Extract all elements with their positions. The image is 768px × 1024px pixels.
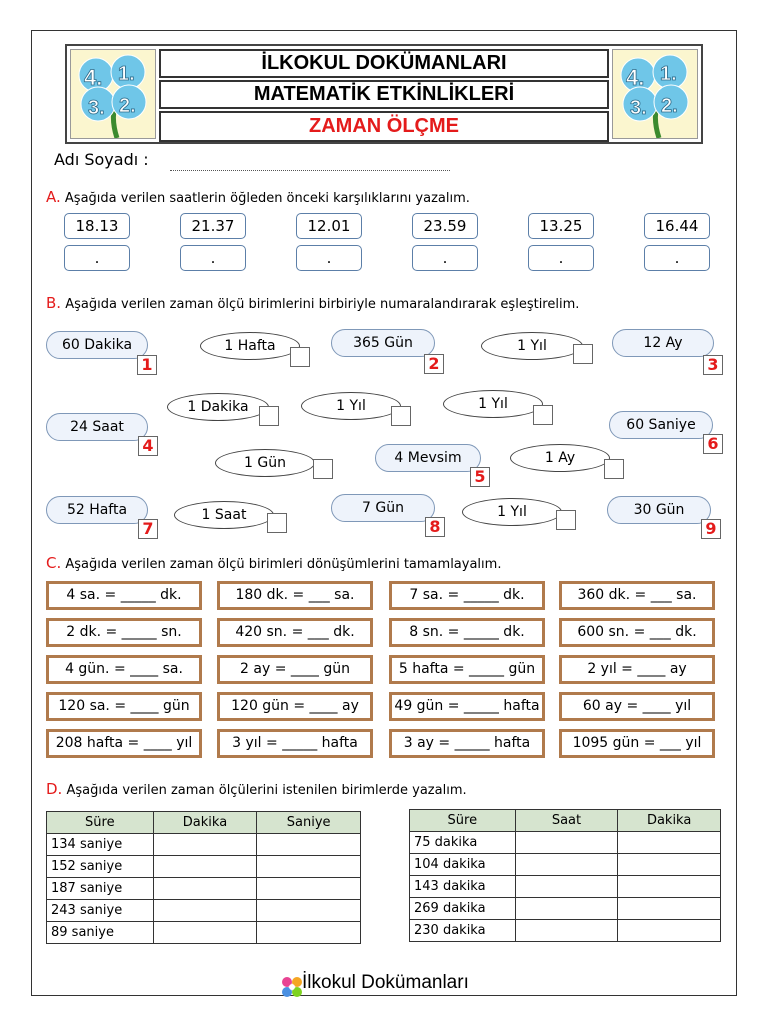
table-header: Saat <box>515 810 618 832</box>
clover-icon <box>613 50 697 138</box>
answer-cell[interactable] <box>515 920 618 942</box>
answer-cell[interactable] <box>153 878 257 900</box>
answer-cell[interactable] <box>153 922 257 944</box>
answer-box[interactable] <box>604 459 624 479</box>
table-cell: 243 saniye <box>47 900 154 922</box>
section-b-text: Aşağıda verilen zaman ölçü birimlerini birbiriyle numaralandırarak eşleştirelim. <box>65 297 580 312</box>
conversion-box[interactable]: 2 ay = ____ gün <box>217 655 373 684</box>
conversion-box[interactable]: 3 yıl = _____ hafta <box>217 729 373 758</box>
pill-365-gun: 365 Gün <box>331 329 435 357</box>
conversion-box[interactable]: 5 hafta = _____ gün <box>389 655 545 684</box>
table-header: Dakika <box>618 810 721 832</box>
answer-box[interactable] <box>573 344 593 364</box>
ellipse-1-hafta: 1 Hafta <box>200 332 300 360</box>
clover-digit-1: 1. <box>118 63 135 85</box>
answer-cell[interactable] <box>153 834 257 856</box>
header-title-1: İLKOKUL DOKÜMANLARI <box>159 49 609 78</box>
conversion-box[interactable]: 2 dk. = _____ sn. <box>46 618 202 647</box>
number-box-1: 1 <box>137 355 157 375</box>
answer-box[interactable] <box>290 347 310 367</box>
answer-cell[interactable] <box>515 898 618 920</box>
number-box-3: 3 <box>703 355 723 375</box>
time-box: 18.13 <box>64 213 130 239</box>
time-box: 23.59 <box>412 213 478 239</box>
table-row <box>410 832 721 854</box>
conversion-box[interactable]: 8 sn. = _____ dk. <box>389 618 545 647</box>
footer-brand: İlkokul Dokümanları <box>302 972 469 993</box>
table-cell: 187 saniye <box>47 878 154 900</box>
conversion-box[interactable]: 60 ay = ____ yıl <box>559 692 715 721</box>
answer-cell[interactable] <box>257 922 361 944</box>
pill-60-dakika: 60 Dakika <box>46 331 148 359</box>
clover-logo-left <box>70 49 156 139</box>
conversion-table-minutes <box>409 809 721 942</box>
table-header: Saniye <box>257 812 361 834</box>
conversion-box[interactable]: 1095 gün = ___ yıl <box>559 729 715 758</box>
conversion-box[interactable]: 3 ay = _____ hafta <box>389 729 545 758</box>
conversion-box[interactable]: 180 dk. = ___ sa. <box>217 581 373 610</box>
section-a-text: Aşağıda verilen saatlerin öğleden önceki karşılıklarını yazalım. <box>64 191 470 206</box>
conversion-box[interactable]: 208 hafta = ____ yıl <box>46 729 202 758</box>
answer-cell[interactable] <box>257 878 361 900</box>
header-title-3: ZAMAN ÖLÇME <box>159 111 609 142</box>
pill-24-saat: 24 Saat <box>46 413 148 441</box>
conversion-box[interactable]: 4 sa. = _____ dk. <box>46 581 202 610</box>
clover-logo-right <box>612 49 698 139</box>
section-b-letter: B. <box>46 294 62 312</box>
clover-digit-3: 3. <box>88 97 105 119</box>
conversion-box[interactable]: 360 dk. = ___ sa. <box>559 581 715 610</box>
clover-digit-1: 1. <box>660 63 677 85</box>
answer-cell[interactable] <box>257 900 361 922</box>
answer-cell[interactable] <box>515 876 618 898</box>
answer-cell[interactable] <box>153 856 257 878</box>
table-row <box>410 876 721 898</box>
pill-4-mevsim: 4 Mevsim <box>375 444 481 472</box>
section-d-letter: D. <box>46 780 63 798</box>
section-a-title <box>46 188 470 206</box>
section-b-title <box>46 294 579 312</box>
table-cell: 143 dakika <box>410 876 516 898</box>
table-cell: 269 dakika <box>410 898 516 920</box>
conversion-box[interactable]: 120 gün = ____ ay <box>217 692 373 721</box>
answer-box[interactable] <box>259 406 279 426</box>
number-box-5: 5 <box>470 467 490 487</box>
table-header: Süre <box>47 812 154 834</box>
answer-box[interactable] <box>556 510 576 530</box>
pill-60-saniye: 60 Saniye <box>609 411 713 439</box>
table-cell: 134 saniye <box>47 834 154 856</box>
table-row <box>47 900 361 922</box>
ellipse-1-yil: 1 Yıl <box>462 498 562 526</box>
conversion-box[interactable]: 2 yıl = ____ ay <box>559 655 715 684</box>
answer-cell[interactable] <box>618 876 721 898</box>
pill-7-gun: 7 Gün <box>331 494 435 522</box>
table-cell: 230 dakika <box>410 920 516 942</box>
table-header: Dakika <box>153 812 257 834</box>
number-box-4: 4 <box>138 436 158 456</box>
section-d-text: Aşağıda verilen zaman ölçülerini istenilen birimlerde yazalım. <box>66 783 467 798</box>
clover-digit-4: 4. <box>84 65 103 90</box>
conversion-box[interactable]: 120 sa. = ____ gün <box>46 692 202 721</box>
conversion-box[interactable]: 7 sa. = _____ dk. <box>389 581 545 610</box>
answer-time-box[interactable]: . <box>64 245 130 271</box>
table-row <box>47 834 361 856</box>
time-box: 13.25 <box>528 213 594 239</box>
ellipse-1-yil: 1 Yıl <box>481 332 583 360</box>
table-row <box>410 898 721 920</box>
pill-30-gun: 30 Gün <box>607 496 711 524</box>
worksheet-header <box>65 44 703 144</box>
answer-time-box[interactable]: . <box>296 245 362 271</box>
clover-digit-2: 2. <box>119 95 136 117</box>
table-row <box>47 878 361 900</box>
table-cell: 104 dakika <box>410 854 516 876</box>
conversion-box[interactable]: 4 gün. = ____ sa. <box>46 655 202 684</box>
table-cell: 75 dakika <box>410 832 516 854</box>
table-row <box>410 854 721 876</box>
time-box: 12.01 <box>296 213 362 239</box>
ellipse-1-yil: 1 Yıl <box>301 392 401 420</box>
conversion-box[interactable]: 600 sn. = ___ dk. <box>559 618 715 647</box>
answer-time-box[interactable]: . <box>528 245 594 271</box>
table-header: Süre <box>410 810 516 832</box>
pill-52-hafta: 52 Hafta <box>46 496 148 524</box>
answer-cell[interactable] <box>515 854 618 876</box>
section-c-text: Aşağıda verilen zaman ölçü birimleri dönüşümlerini tamamlayalım. <box>65 557 502 572</box>
conversion-table-seconds <box>46 811 361 944</box>
answer-cell[interactable] <box>515 832 618 854</box>
number-box-7: 7 <box>138 519 158 539</box>
ellipse-1-saat: 1 Saat <box>174 501 274 529</box>
number-box-2: 2 <box>424 354 444 374</box>
pill-12-ay: 12 Ay <box>612 329 714 357</box>
section-c-title <box>46 554 501 572</box>
section-a-letter: A. <box>46 188 61 206</box>
table-row <box>410 920 721 942</box>
header-title-2: MATEMATİK ETKİNLİKLERİ <box>159 80 609 109</box>
answer-time-box[interactable]: . <box>644 245 710 271</box>
table-cell: 152 saniye <box>47 856 154 878</box>
number-box-9: 9 <box>701 519 721 539</box>
answer-box[interactable] <box>533 405 553 425</box>
time-box: 16.44 <box>644 213 710 239</box>
answer-cell[interactable] <box>618 854 721 876</box>
ellipse-1-ay: 1 Ay <box>510 444 610 472</box>
answer-cell[interactable] <box>257 856 361 878</box>
name-input-line[interactable] <box>170 170 450 171</box>
clover-icon <box>71 50 155 138</box>
ellipse-1-dakika: 1 Dakika <box>167 393 269 421</box>
answer-cell[interactable] <box>618 832 721 854</box>
answer-cell[interactable] <box>618 920 721 942</box>
time-box: 21.37 <box>180 213 246 239</box>
answer-box[interactable] <box>267 513 287 533</box>
conversion-box[interactable]: 49 gün = _____ hafta <box>389 692 545 721</box>
clover-digit-4: 4. <box>626 65 645 90</box>
answer-time-box[interactable]: . <box>180 245 246 271</box>
clover-digit-3: 3. <box>630 97 647 119</box>
number-box-6: 6 <box>703 434 723 454</box>
answer-box[interactable] <box>391 406 411 426</box>
ellipse-1-gun: 1 Gün <box>215 449 315 477</box>
clover-digit-2: 2. <box>661 95 678 117</box>
section-c-letter: C. <box>46 554 62 572</box>
table-row <box>47 922 361 944</box>
number-box-8: 8 <box>425 517 445 537</box>
answer-cell[interactable] <box>257 834 361 856</box>
conversion-box[interactable]: 420 sn. = ___ dk. <box>217 618 373 647</box>
answer-box[interactable] <box>313 459 333 479</box>
ellipse-1-yil: 1 Yıl <box>443 390 543 418</box>
table-row <box>47 856 361 878</box>
section-d-title <box>46 780 467 798</box>
table-cell: 89 saniye <box>47 922 154 944</box>
name-label: Adı Soyadı : <box>54 150 149 169</box>
answer-cell[interactable] <box>153 900 257 922</box>
answer-time-box[interactable]: . <box>412 245 478 271</box>
answer-cell[interactable] <box>618 898 721 920</box>
